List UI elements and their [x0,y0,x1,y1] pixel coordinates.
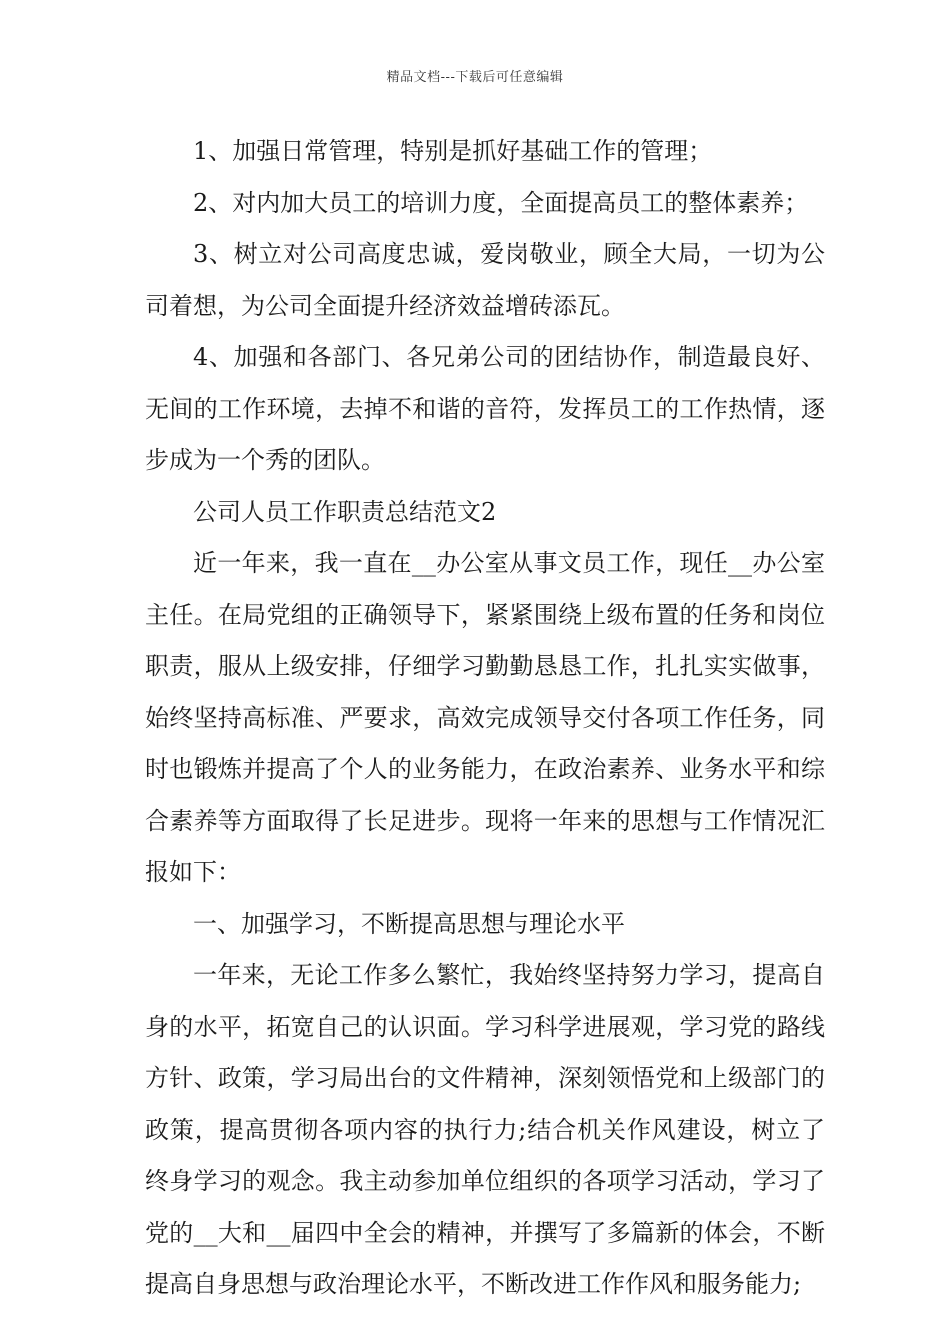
section-title: 公司人员工作职责总结范文2 [193,497,497,526]
page-header: 精品文档---下载后可任意编辑 [386,70,564,85]
paragraph-intro: 近一年来，我一直在__办公室从事文员工作，现任__办公室主任。在局党组的正确领导下，紧紧围绕上级布置的任务和岗位职责，服从上级安排，仔细学习勤勤恳恳工作，扎扎实实做事，始终坚持高标准、严要求，高效完成领导交付各项工作任务，同时也锻炼并提高了个人的业务能力，在政治素养、业务水平和综合素养等方面取得了长足进步。现将一年来的思想与工作情况汇报如下： [145,549,825,886]
document-body [145,126,825,1311]
section-heading-1: 一、加强学习，不断提高思想与理论水平 [193,909,625,938]
paragraph-item-3: 3、树立对公司高度忠诚，爱岗敬业，顾全大局，一切为公司着想，为公司全面提升经济效益增砖添瓦。 [145,240,825,320]
paragraph-study: 一年来，无论工作多么繁忙，我始终坚持努力学习，提高自身的水平，拓宽自己的认识面。学习科学进展观，学习党的路线方针、政策，学习局出台的文件精神，深刻领悟党和上级部门的政策，提高贯彻各项内容的执行力;结合机关作风建设，树立了终身学习的观念。我主动参加单位组织的各项学习活动，学习了党的__大和__届四中全会的精神，并撰写了多篇新的体会，不断提高自身思想与政治理论水平，不断改进工作作风和服务能力; [145,961,825,1298]
paragraph-item-4: 4、加强和各部门、各兄弟公司的团结协作，制造最良好、无间的工作环境，去掉不和谐的音符，发挥员工的工作热情，逐步成为一个秀的团队。 [145,343,825,474]
paragraph-item-1: 1、加强日常管理，特别是抓好基础工作的管理； [193,137,713,165]
paragraph-item-2: 2、对内加大员工的培训力度，全面提高员工的整体素养； [193,188,809,217]
